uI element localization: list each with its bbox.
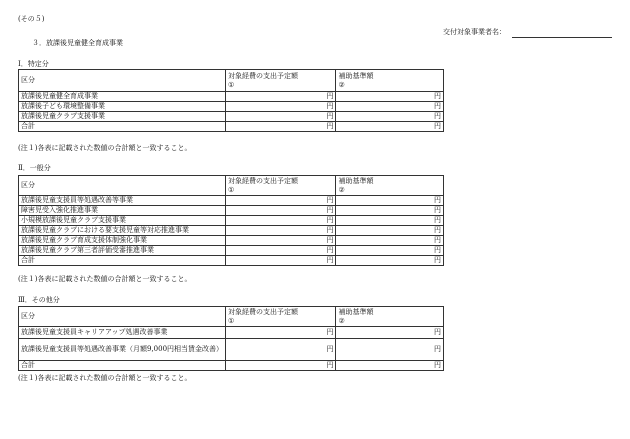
row-label: 小規模放課後児童クラブ支援事業	[19, 216, 226, 226]
section-1-title: Ⅰ．特定分	[18, 60, 49, 68]
row-label: 放課後児童クラブ育成支援体制強化事業	[19, 236, 226, 246]
standard-cell[interactable]: 円	[336, 226, 444, 236]
header-expense-label: 対象経費の支出予定額	[227, 71, 298, 80]
standard-cell[interactable]: 円	[336, 246, 444, 256]
standard-cell[interactable]: 円	[336, 216, 444, 226]
grantee-label: 交付対象事業者名：	[443, 28, 506, 36]
standard-cell[interactable]: 円	[336, 206, 444, 216]
total-label: 合計	[19, 122, 226, 132]
header-standard-mark: ②	[338, 185, 345, 194]
header-expense	[225, 70, 336, 92]
header-standard	[336, 176, 444, 196]
standard-cell[interactable]: 円	[336, 327, 444, 339]
header-standard-label: 補助基準額	[338, 71, 374, 80]
expense-cell[interactable]: 円	[225, 236, 336, 246]
page-label: (その５)	[18, 15, 45, 23]
header-expense-mark: ①	[227, 316, 235, 325]
expense-cell[interactable]: 円	[225, 196, 336, 206]
expense-cell[interactable]: 円	[225, 112, 336, 122]
table-header-row	[19, 307, 444, 327]
standard-total-cell[interactable]: 円	[336, 122, 444, 132]
document-title: ３．放課後児童健全育成事業	[32, 39, 123, 47]
row-label: 放課後児童健全育成事業	[19, 92, 226, 102]
table-row	[19, 216, 444, 226]
row-label: 放課後児童クラブ支援事業	[19, 112, 226, 122]
standard-cell[interactable]: 円	[336, 339, 444, 361]
section-2-table	[18, 175, 444, 266]
table-row	[19, 246, 444, 256]
header-standard-mark: ②	[338, 316, 345, 325]
standard-cell[interactable]: 円	[336, 236, 444, 246]
expense-total-cell[interactable]: 円	[225, 361, 336, 371]
header-standard	[336, 70, 444, 92]
table-header-row	[19, 176, 444, 196]
expense-total-cell[interactable]: 円	[225, 256, 336, 266]
header-standard-mark: ②	[338, 80, 345, 89]
expense-total-cell[interactable]: 円	[225, 122, 336, 132]
standard-total-cell[interactable]: 円	[336, 256, 444, 266]
expense-cell[interactable]: 円	[225, 206, 336, 216]
expense-cell[interactable]: 円	[225, 339, 336, 361]
expense-cell[interactable]: 円	[225, 327, 336, 339]
table-row	[19, 196, 444, 206]
table-row	[19, 226, 444, 236]
standard-total-cell[interactable]: 円	[336, 361, 444, 371]
row-label: 放課後児童支援員キャリアアップ処遇改善事業	[19, 327, 226, 339]
table-row	[19, 206, 444, 216]
header-category: 区分	[19, 176, 226, 196]
table-row	[19, 327, 444, 339]
total-row	[19, 122, 444, 132]
total-row	[19, 256, 444, 266]
table-row	[19, 236, 444, 246]
expense-cell[interactable]: 円	[225, 246, 336, 256]
expense-cell[interactable]: 円	[225, 216, 336, 226]
header-expense	[225, 307, 336, 327]
section-2-note: (注１)各表に記載された数値の合計額と一致すること。	[18, 275, 192, 283]
row-label: 障害児受入強化推進事業	[19, 206, 226, 216]
expense-cell[interactable]: 円	[225, 226, 336, 236]
total-label: 合計	[19, 256, 226, 266]
row-label: 放課後児童支援員等処遇改善事業（月額9,000円相当賃金改善）	[19, 339, 226, 361]
table-row	[19, 92, 444, 102]
section-1-table	[18, 69, 444, 132]
expense-cell[interactable]: 円	[225, 102, 336, 112]
total-row	[19, 361, 444, 371]
table-header-row	[19, 70, 444, 92]
header-expense-mark: ①	[227, 80, 235, 89]
standard-cell[interactable]: 円	[336, 92, 444, 102]
section-1-note: (注１)各表に記載された数値の合計額と一致すること。	[18, 144, 192, 152]
header-category: 区分	[19, 70, 226, 92]
table-row	[19, 112, 444, 122]
header-expense-mark: ①	[227, 185, 235, 194]
header-expense-label: 対象経費の支出予定額	[227, 176, 298, 185]
header-standard	[336, 307, 444, 327]
section-3-note: (注１)各表に記載された数値の合計額と一致すること。	[18, 374, 192, 382]
row-label: 放課後児童クラブにおける要支援児童等対応推進事業	[19, 226, 226, 236]
section-3-title: Ⅲ．その他分	[18, 296, 60, 304]
total-label: 合計	[19, 361, 226, 371]
header-standard-label: 補助基準額	[338, 176, 374, 185]
row-label: 放課後児童支援員等処遇改善等事業	[19, 196, 226, 206]
grantee-name-line[interactable]	[512, 37, 612, 38]
header-expense-label: 対象経費の支出予定額	[227, 307, 298, 316]
standard-cell[interactable]: 円	[336, 112, 444, 122]
table-row	[19, 339, 444, 361]
standard-cell[interactable]: 円	[336, 196, 444, 206]
header-standard-label: 補助基準額	[338, 307, 374, 316]
row-label: 放課後児童クラブ第三者評価受審推進事業	[19, 246, 226, 256]
table-row	[19, 102, 444, 112]
expense-cell[interactable]: 円	[225, 92, 336, 102]
header-category: 区分	[19, 307, 226, 327]
standard-cell[interactable]: 円	[336, 102, 444, 112]
row-label: 放課後子ども環境整備事業	[19, 102, 226, 112]
header-expense	[225, 176, 336, 196]
section-3-table	[18, 306, 444, 371]
section-2-title: Ⅱ．一般分	[18, 164, 51, 172]
